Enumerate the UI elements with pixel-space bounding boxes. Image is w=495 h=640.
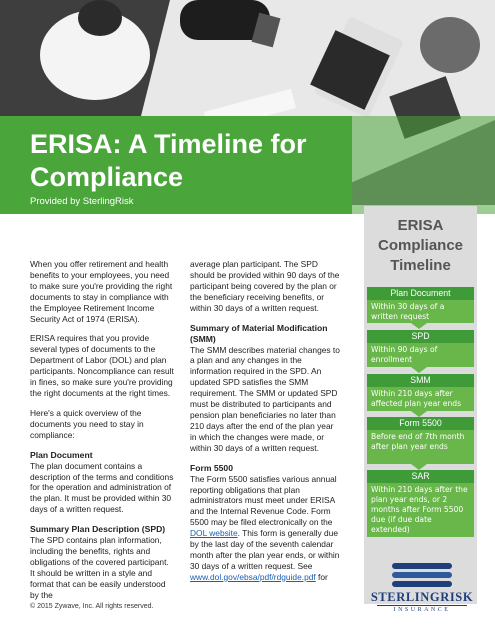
form5500-text-part1: The Form 5500 satisfies various annual reporting obligations that plan administrators must meet under ERISA and the Internal Revenue Code. Form 5500 may be filed electronically on the	[190, 473, 337, 528]
dol-website-link[interactable]: DOL website	[190, 528, 238, 539]
logo-tagline: INSURANCE	[393, 607, 451, 613]
timeline-text-form5500: Before end of 7th month after plan year ends	[367, 430, 474, 464]
banner-overlay	[352, 116, 495, 214]
logo-wordmark: STERLINGRISK	[370, 590, 474, 604]
timeline-arrow	[411, 367, 427, 373]
timeline-text-plan-document: Within 30 days of a written request	[367, 300, 474, 323]
plan-document-text: The plan document contains a description of the terms and conditions for the operation and administration of the plan. It must be provided within 30 days of a written request.	[30, 460, 174, 515]
page-subtitle: Provided by SterlingRisk	[30, 196, 134, 207]
form5500-text	[190, 474, 340, 583]
timeline-heading-plan-document: Plan Document	[367, 287, 474, 300]
rdguide-pdf-link[interactable]: www.dol.gov/ebsa/pdf/rdguide.pdf	[190, 571, 316, 582]
intro-paragraph: When you offer retirement and health benefits to your employees, you need to make sure you're providing the right documents to stay in compliance with the Employee Retirement Income Security Act of 1974 (ERISA).	[30, 259, 173, 324]
body-column-left	[30, 259, 175, 610]
timeline-heading-spd: SPD	[367, 330, 474, 343]
page-title: ERISA: A Timeline for Compliance	[30, 129, 307, 192]
smm-heading: Summary of Material Modification (SMM)	[190, 322, 328, 344]
spd-continued-text: average plan participant. The SPD should be provided within 90 days of the participant being covered by the plan or the beneficiary receiving benefits, or within 30 days of a written request.	[190, 259, 340, 313]
spd-heading: Summary Plan Description (SPD)	[30, 524, 166, 535]
timeline-arrow	[411, 323, 427, 329]
spd-text: The SPD contains plan information, including the benefits, rights and obligations of the covered participant. It should be written in a style and format that can be easily understood by the	[30, 535, 169, 600]
form5500-heading: Form 5500	[190, 462, 233, 473]
timeline-heading-smm: SMM	[367, 374, 474, 387]
form5500-text-part3: for	[318, 571, 328, 582]
copyright-footer: © 2015 Zywave, Inc. All rights reserved.	[30, 603, 154, 610]
requirements-paragraph: ERISA requires that you provide several types of documents to the Department of Labor (DOL) and plan participants. Noncompliance can result in fines, so make sure you're providing the right documents at the right times.	[30, 333, 174, 398]
plan-document-heading: Plan Document	[30, 449, 93, 460]
smm-text: The SMM describes material changes to a plan and any changes in the information required in the SPD. An updated SPD satisfies the SMM requirement. The SMM or updated SPD must be distributed to participants and pension plan beneficiaries no later than 210 days after the end of the plan year in which the changes were made, or within 30 days of a written request.	[190, 344, 340, 453]
body-column-middle	[190, 259, 340, 592]
timeline-heading-sar: SAR	[367, 470, 474, 483]
timeline-text-smm: Within 210 days after affected plan year ends	[367, 387, 474, 411]
form5500-text-part2: . This form is generally due by the last day of the seventh calendar month after the plan year ends, or within 30 days of a written request. See	[190, 528, 340, 571]
sterlingrisk-logo-icon	[390, 560, 454, 590]
timeline-title: ERISA Compliance Timeline	[377, 217, 464, 274]
overview-paragraph: Here's a quick overview of the documents you need to stay in compliance:	[30, 407, 144, 440]
timeline-heading-form5500: Form 5500	[367, 417, 474, 430]
timeline-text-spd: Within 90 days of enrollment	[367, 343, 474, 367]
timeline-text-sar: Within 210 days after the plan year ends, or 2 months after Form 5500 due (if due date extended)	[367, 483, 474, 537]
logo-divider	[377, 605, 467, 606]
